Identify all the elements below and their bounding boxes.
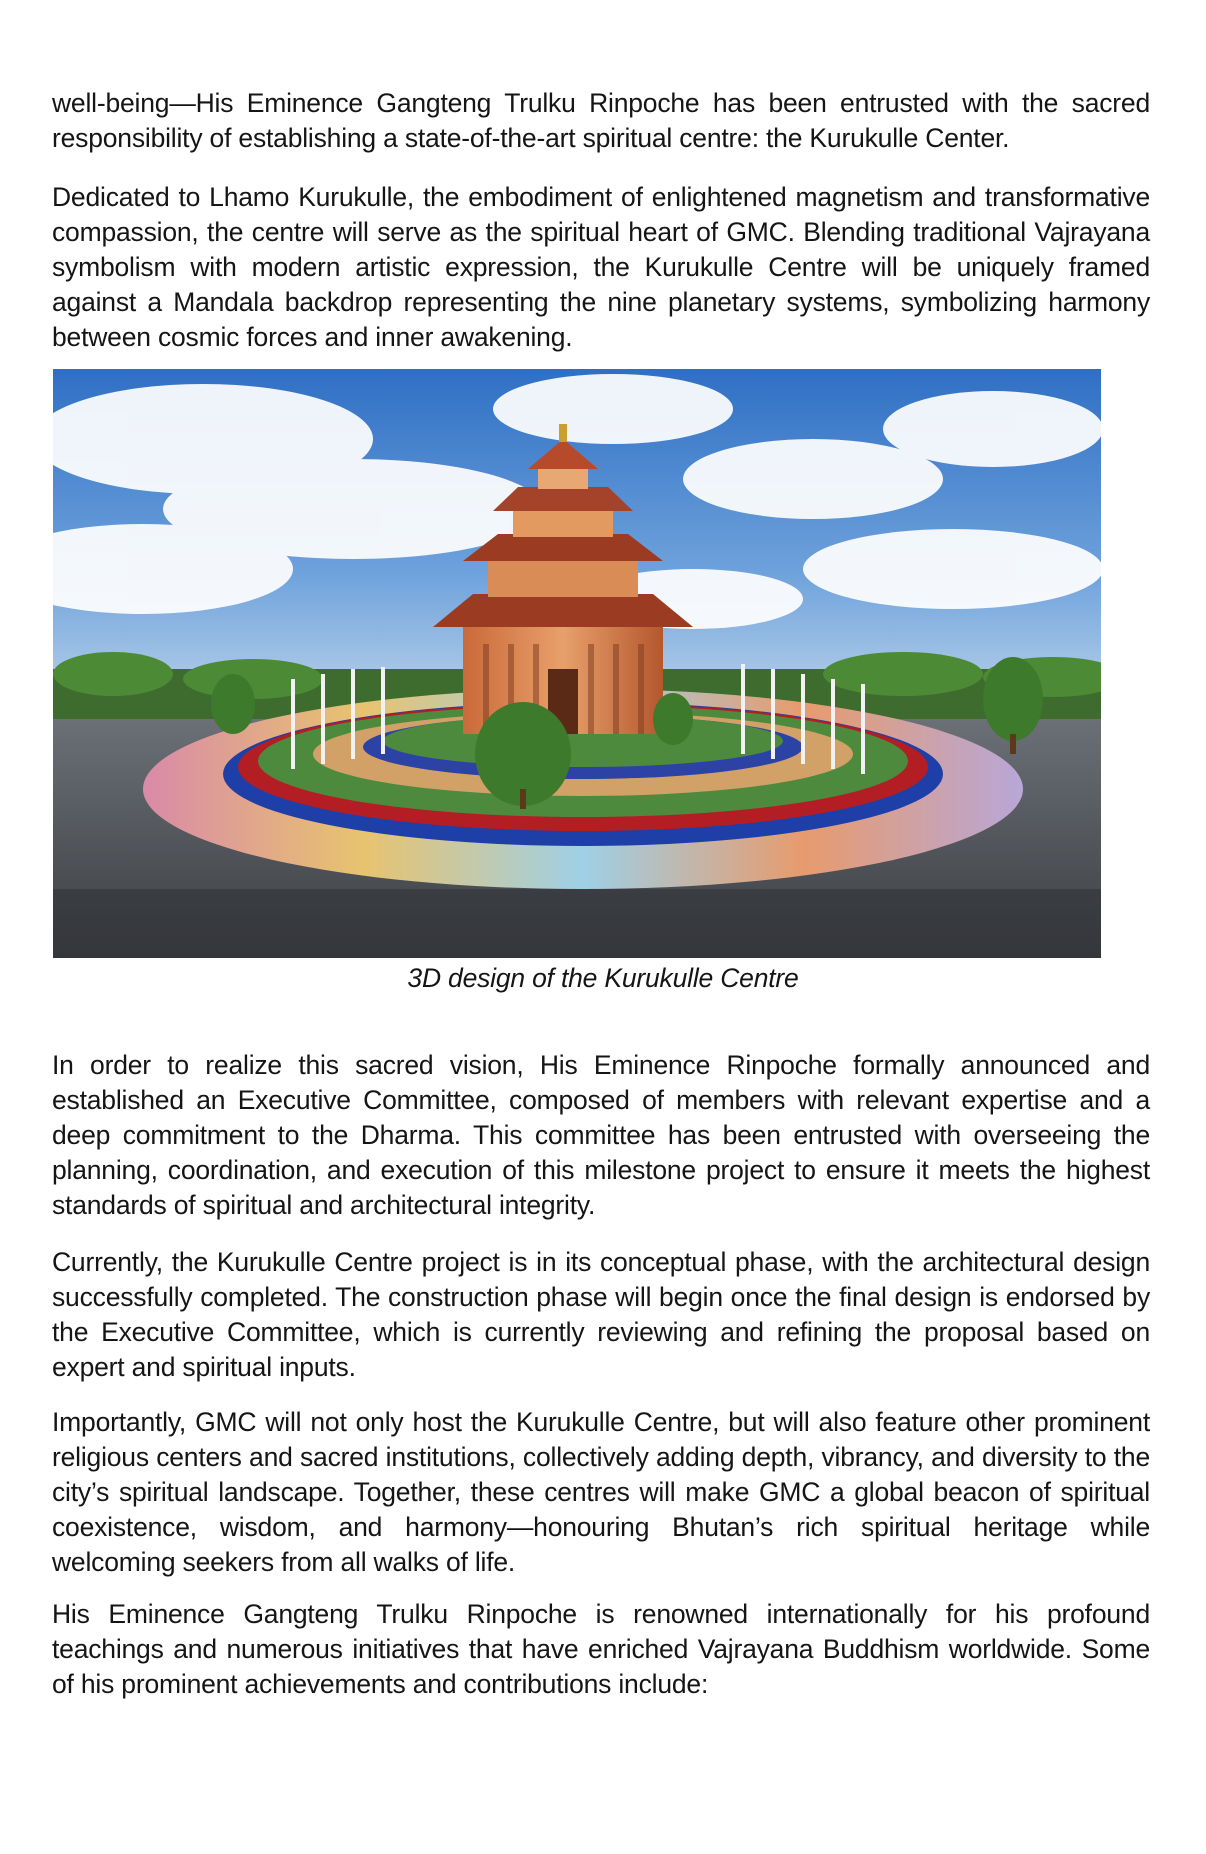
paragraph-intro: well-being—His Eminence Gangteng Trulku Rinpoche has been entrusted with the sacred responsibility of establishing a state-of-the-art spiritual centre: the Kurukulle Center.	[52, 88, 1150, 153]
paragraph-dedication: Dedicated to Lhamo Kurukulle, the embodiment of enlightened magnetism and transformative compassion, the centre will serve as the spiritual heart of GMC. Blending traditional Vajrayana symbolism with modern artistic expression, the Kurukulle Centre will be uniquely framed against a Mandala backdrop representing the nine planetary systems, symbolizing harmony between cosmic forces and inner awakening.	[52, 182, 1150, 352]
paragraph-achievements-intro: His Eminence Gangteng Trulku Rinpoche is renowned internationally for his profound teachings and numerous initiatives that have enriched Vajrayana Buddhism worldwide. Some of his prominent achievements and contributions include:	[52, 1599, 1150, 1699]
kurukulle-centre-rendering	[53, 369, 1101, 958]
figure-caption: 3D design of the Kurukulle Centre	[407, 963, 799, 993]
temple-illustration	[53, 369, 1101, 958]
paragraph-project-status: Currently, the Kurukulle Centre project is in its conceptual phase, with the architectural design successfully completed. The construction phase will begin once the final design is endorsed by the Executive Committee, which is currently reviewing and refining the proposal based on expert and spiritual inputs.	[52, 1247, 1150, 1382]
paragraph-executive-committee: In order to realize this sacred vision, His Eminence Rinpoche formally announced and established an Executive Committee, composed of members with relevant expertise and a deep commitment to the Dharma. This committee has been entrusted with overseeing the planning, coordination, and execution of this milestone project to ensure it meets the highest standards of spiritual and architectural integrity.	[52, 1050, 1150, 1220]
paragraph-religious-centers: Importantly, GMC will not only host the Kurukulle Centre, but will also feature other prominent religious centers and sacred institutions, collectively adding depth, vibrancy, and diversity to the city’s spiritual landscape. Together, these centres will make GMC a global beacon of spiritual coexistence, wisdom, and harmony—honouring Bhutan’s rich spiritual heritage while welcoming seekers from all walks of life.	[52, 1407, 1150, 1577]
